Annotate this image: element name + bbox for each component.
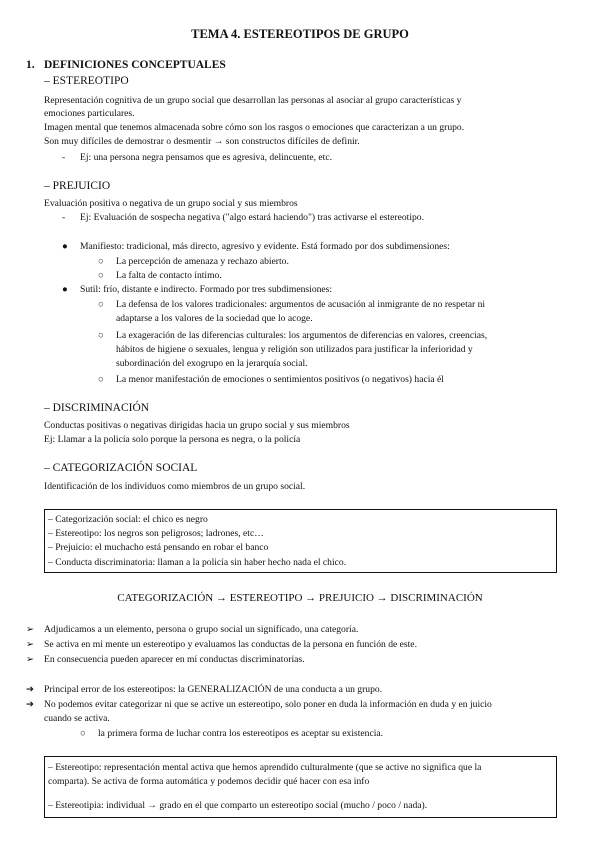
prejuicio-example: Ej: Evaluación de sospecha negativa ("algo estará haciendo") tras activarse el estereotipo. <box>80 212 424 223</box>
arrow-item: Adjudicamos a un elemento, persona o grupo social un significado, una categoría. <box>44 624 359 635</box>
arrow-item: Se activa en mi mente un estereotipo y evaluamos las conductas de la persona en función de este. <box>44 639 417 650</box>
bullet-dot: ● <box>62 284 68 295</box>
section-number: 1. <box>26 59 35 71</box>
sutil-sub: La defensa de los valores tradicionales: argumentos de acusación al inmigrante de no respetar ni <box>116 299 486 310</box>
error-item: No podemos evitar categorizar ni que se active un estereotipo, solo poner en duda la información en duda y en juicio <box>44 699 492 710</box>
right-arrow-bullet-icon: ➔ <box>26 699 35 710</box>
box-line: – Estereotipia: individual → grado en el que comparto un estereotipo social (mucho / poco / nada). <box>48 800 428 811</box>
box-line: – Categorización social: el chico es negro <box>48 514 208 525</box>
right-arrow-bullet-icon: ➔ <box>26 684 35 695</box>
discriminacion-line: Ej: Llamar a la policía solo porque la persona es negra, o la policía <box>44 434 301 445</box>
estereotipo-example: Ej: una persona negra pensamos que es agresiva, delincuente, etc. <box>80 152 333 163</box>
estereotipo-heading: – ESTEREOTIPO <box>44 75 129 87</box>
estereotipo-line: Imagen mental que tenemos almacenada sobre cómo son los rasgos o emociones que caracterizan a un grupo. <box>44 122 465 133</box>
sutil-text: Sutil: frío, distante e indirecto. Formado por tres subdimensiones: <box>80 284 333 295</box>
box-line: – Prejuicio: el muchacho está pensando en robar el banco <box>48 542 269 553</box>
prejuicio-line: Evaluación positiva o negativa de un grupo social y sus miembros <box>44 198 298 209</box>
sutil-sub: La exageración de las diferencias culturales: los argumentos de diferencias en valores, creencias, <box>116 330 488 341</box>
circle-bullet: ○ <box>98 330 104 341</box>
dash-bullet: - <box>62 212 66 223</box>
arrow-item: En consecuencia pueden aparecer en mí conductas discriminatorias. <box>44 654 305 665</box>
section-title: DEFINICIONES CONCEPTUALES <box>44 59 226 71</box>
box-line: comparta). Se activa de forma automática y podemos decidir qué hacer con esa info <box>48 776 370 787</box>
bullet-dot: ● <box>62 241 68 252</box>
dash-bullet: - <box>62 152 66 163</box>
prejuicio-heading: – PREJUICIO <box>44 180 111 192</box>
sutil-sub: adaptarse a los valores de la sociedad que lo acoge. <box>116 313 313 324</box>
circle-bullet: ○ <box>98 374 104 385</box>
arrowhead-bullet-icon: ➢ <box>26 654 35 665</box>
categorizacion-heading: – CATEGORIZACIÓN SOCIAL <box>44 462 198 474</box>
manifiesto-sub: La falta de contacto íntimo. <box>116 270 222 281</box>
arrowhead-bullet-icon: ➢ <box>26 624 35 635</box>
manifiesto-text: Manifiesto: tradicional, más directo, agresivo y evidente. Está formado por dos subdimensiones: <box>80 241 450 252</box>
box-line: – Estereotipo: representación mental activa que hemos aprendido culturalmente (que se active no significa que la <box>48 762 482 773</box>
discriminacion-heading: – DISCRIMINACIÓN <box>44 402 150 414</box>
circle-bullet: ○ <box>80 728 86 739</box>
sutil-sub: hábitos de higiene o sexuales, lengua y religión son utilizados para justificar la inferioridad y <box>116 344 473 355</box>
error-item: cuando se activa. <box>44 713 110 724</box>
manifiesto-sub: La percepción de amenaza y rechazo abierto. <box>116 256 289 267</box>
page-title: TEMA 4. ESTEREOTIPOS DE GRUPO <box>191 27 409 41</box>
error-sub: la primera forma de luchar contra los estereotipos es aceptar su existencia. <box>98 728 384 739</box>
arrowhead-bullet-icon: ➢ <box>26 639 35 650</box>
estereotipo-line: emociones particulares. <box>44 108 135 119</box>
sutil-sub: La menor manifestación de emociones o sentimientos positivos (o negativos) hacia él <box>116 374 444 385</box>
estereotipo-line: Son muy difíciles de demostrar o desmentir → son constructos difíciles de definir. <box>44 136 360 147</box>
circle-bullet: ○ <box>98 299 104 310</box>
circle-bullet: ○ <box>98 256 104 267</box>
circle-bullet: ○ <box>98 270 104 281</box>
error-item: Principal error de los estereotipos: la GENERALIZACIÓN de una conducta a un grupo. <box>44 684 383 695</box>
box-line: – Estereotipo: los negros son peligrosos; ladrones, etc… <box>48 528 264 539</box>
categorizacion-line: Identificación de los individuos como miembros de un grupo social. <box>44 481 306 492</box>
process-sequence: CATEGORIZACIÓN → ESTEREOTIPO → PREJUICIO → DISCRIMINACIÓN <box>117 592 483 604</box>
sutil-sub: subordinación del exogrupo en la jerarquía social. <box>116 358 308 369</box>
box-line: – Conducta discriminatoria: llaman a la policía sin haber hecho nada el chico. <box>48 557 347 568</box>
discriminacion-line: Conductas positivas o negativas dirigidas hacia un grupo social y sus miembros <box>44 420 350 431</box>
estereotipo-line: Representación cognitiva de un grupo social que desarrollan las personas al asociar al grupo características y <box>44 95 462 106</box>
